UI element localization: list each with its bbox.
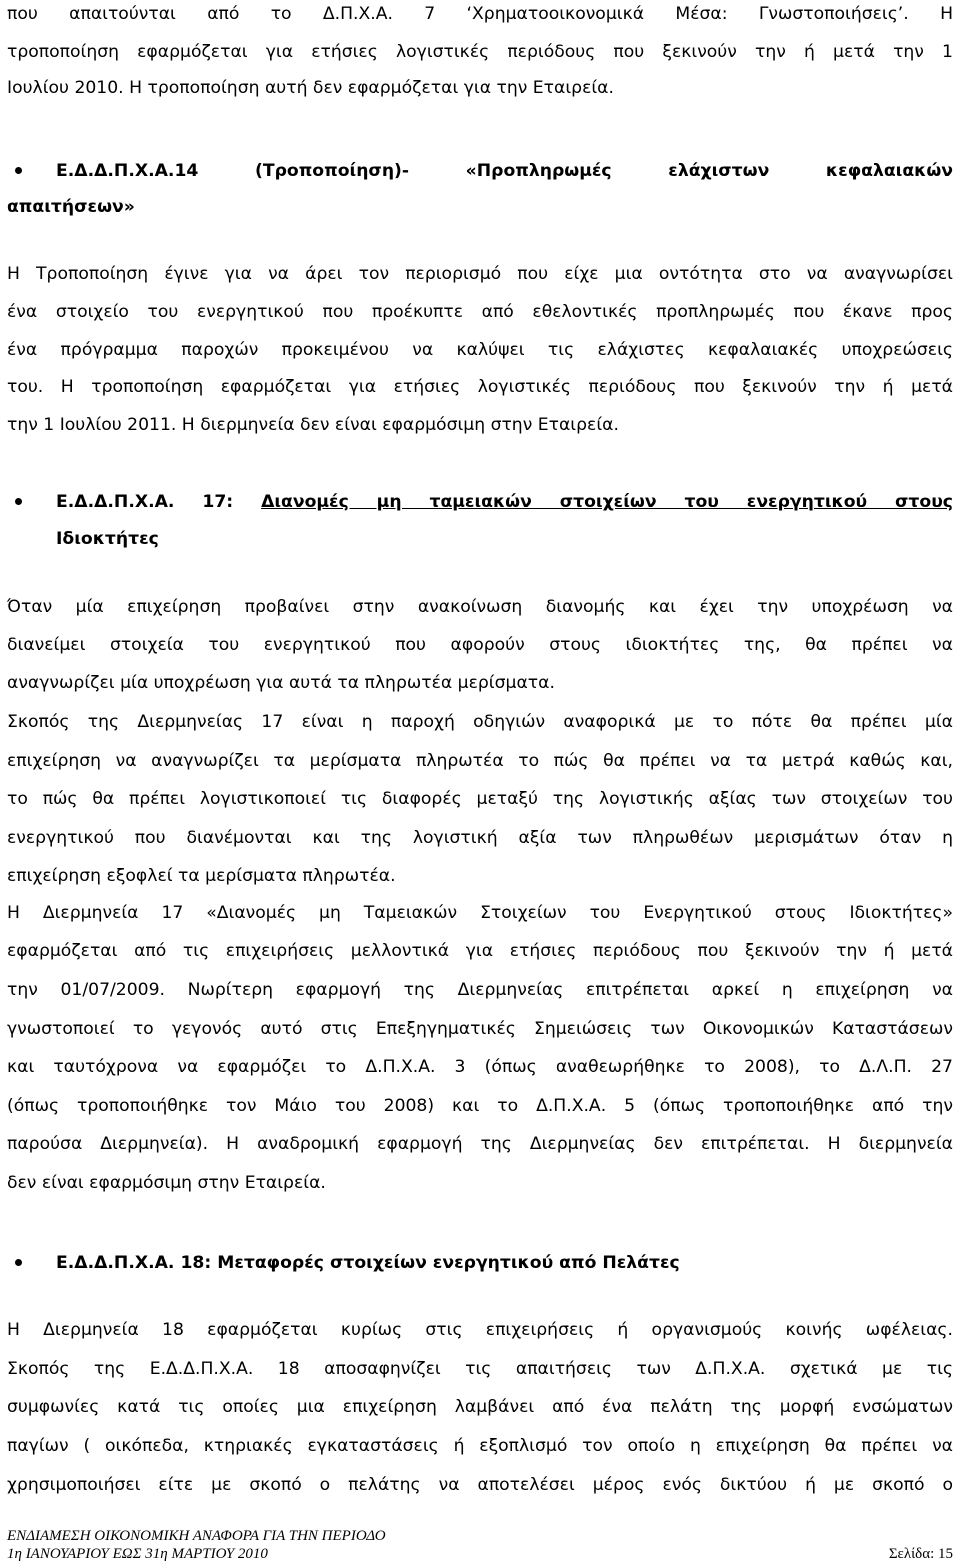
section2-line-8: επιχείρηση εξοφλεί τα μερίσματα πληρωτέα. xyxy=(7,866,396,886)
section2-line-15: παρούσα Διερμηνεία). Η αναδρομική εφαρμογή της Διερμηνείας δεν επιτρέπεται. Η διερμηνεία xyxy=(7,1134,953,1154)
section1-heading-cont: απαιτήσεων» xyxy=(7,197,135,217)
bullet-icon xyxy=(15,1259,22,1266)
section3-heading: Ε.Δ.Δ.Π.Χ.Α. 18: Μεταφορές στοιχείων ενεργητικού από Πελάτες xyxy=(56,1253,680,1273)
section2-line-4: Σκοπός της Διερμηνείας 17 είναι η παροχή οδηγιών αναφορικά με το πότε θα πρέπει μία xyxy=(7,712,953,732)
page-number: Σελίδα: 15 xyxy=(888,1546,953,1562)
section3-line-2: Σκοπός της Ε.Δ.Δ.Π.Χ.Α. 18 αποσαφηνίζει τις απαιτήσεις των Δ.Π.Χ.Α. σχετικά με τις xyxy=(7,1359,953,1379)
intro-line-2: τροποποίηση εφαρμόζεται για ετήσιες λογιστικές περιόδους που ξεκινούν την ή μετά την 1 xyxy=(7,42,953,62)
section2-line-5: επιχείρηση να αναγνωρίζει τα μερίσματα πληρωτέα το πώς θα πρέπει να τα μετρά καθώς και, xyxy=(7,751,953,771)
section2-heading-title: Διανομές μη ταμειακών στοιχείων του ενεργητικού στους xyxy=(261,492,953,512)
section2-line-13: και ταυτόχρονα να εφαρμόζει το Δ.Π.Χ.Α. 3 (όπως αναθεωρήθηκε το 2008), το Δ.Λ.Π. 27 xyxy=(7,1057,953,1077)
section2-line-10: εφαρμόζεται από τις επιχειρήσεις μελλοντικά για ετήσιες περιόδους που ξεκινούν την ή μετά xyxy=(7,941,953,961)
section2-line-14: (όπως τροποποιήθηκε τον Μάιο του 2008) και το Δ.Π.Χ.Α. 5 (όπως τροποποιήθηκε από την xyxy=(7,1096,953,1116)
section1-line-1: Η Τροποποίηση έγινε για να άρει τον περιορισμό που είχε μια οντότητα στο να αναγνωρίσει xyxy=(7,264,953,284)
section2-line-2: διανείμει στοιχεία του ενεργητικού που αφορούν στους ιδιοκτήτες της, θα πρέπει να xyxy=(7,635,953,655)
footer-title-line-1: ΕΝΔΙΑΜΕΣΗ ΟΙΚΟΝΟΜΙΚΗ ΑΝΑΦΟΡΑ ΓΙΑ ΤΗΝ ΠΕΡΙΟΔΟ xyxy=(7,1528,386,1544)
section1-line-5: την 1 Ιουλίου 2011. Η διερμηνεία δεν είναι εφαρμόσιμη στην Εταιρεία. xyxy=(7,415,619,435)
section2-heading xyxy=(56,489,953,515)
section2-line-11: την 01/07/2009. Νωρίτερη εφαρμογή της Διερμηνείας επιτρέπεται αρκεί η επιχείρηση να xyxy=(7,980,953,1000)
section2-line-12: γνωστοποιεί το γεγονός αυτό στις Επεξηγηματικές Σημειώσεις των Οικονομικών Καταστάσεων xyxy=(7,1019,953,1039)
section3-line-1: Η Διερμηνεία 18 εφαρμόζεται κυρίως στις επιχειρήσεις ή οργανισμούς κοινής ωφέλειας. xyxy=(7,1320,953,1340)
section2-line-6: το πώς θα πρέπει λογιστικοποιεί τις διαφορές μεταξύ της λογιστικής αξίας των στοιχείων του xyxy=(7,789,953,809)
section2-line-7: ενεργητικού που διανέμονται και της λογιστική αξία των πληρωθέων μερισμάτων όταν η xyxy=(7,828,953,848)
section2-line-3: αναγνωρίζει μία υποχρέωση για αυτά τα πληρωτέα μερίσματα. xyxy=(7,673,555,693)
section1-line-3: ένα πρόγραμμα παροχών προκειμένου να καλύψει τις ελάχιστες κεφαλαιακές υποχρεώσεις xyxy=(7,340,953,360)
bullet-icon xyxy=(15,167,22,174)
bullet-icon xyxy=(15,498,22,505)
section2-line-1: Όταν μία επιχείρηση προβαίνει στην ανακοίνωση διανομής και έχει την υποχρέωση να xyxy=(7,597,953,617)
intro-line-3: Ιουλίου 2010. Η τροποποίηση αυτή δεν εφαρμόζεται για την Εταιρεία. xyxy=(7,78,614,98)
section1-heading: Ε.Δ.Δ.Π.Χ.Α.14 (Τροποποίηση)- «Προπληρωμές ελάχιστων κεφαλαιακών xyxy=(56,161,953,181)
section3-line-3: συμφωνίες κατά τις οποίες μια επιχείρηση λαμβάνει από ένα πελάτη της μορφή ενσώματων xyxy=(7,1397,953,1417)
footer-title-line-2: 1η ΙΑΝΟΥΑΡΙΟΥ ΕΩΣ 31η ΜΑΡΤΙΟΥ 2010 xyxy=(7,1546,268,1562)
section2-heading-prefix: Ε.Δ.Δ.Π.Χ.Α. 17: xyxy=(56,492,262,512)
section1-line-4: του. Η τροποποίηση εφαρμόζεται για ετήσιες λογιστικές περιόδους που ξεκινούν την ή μετά xyxy=(7,377,953,397)
section2-line-16: δεν είναι εφαρμόσιμη στην Εταιρεία. xyxy=(7,1173,326,1193)
section2-line-9: Η Διερμηνεία 17 «Διανομές μη Ταμειακών Στοιχείων του Ενεργητικού στους Ιδιοκτήτες» xyxy=(7,903,953,923)
section1-line-2: ένα στοιχείο του ενεργητικού που προέκυπτε από εθελοντικές προπληρωμές που έκανε προς xyxy=(7,302,953,322)
section2-heading-cont: Ιδιοκτήτες xyxy=(56,529,159,549)
section3-line-5: χρησιμοποιήσει είτε με σκοπό ο πελάτης να αποτελέσει μέρος ενός δικτύου ή με σκοπό ο xyxy=(7,1475,953,1495)
intro-line-1: που απαιτούνται από το Δ.Π.Χ.Α. 7 ‘Χρηματοοικονομικά Μέσα: Γνωστοποιήσεις’. Η xyxy=(7,4,953,24)
section3-line-4: παγίων ( οικόπεδα, κτηριακές εγκαταστάσεις ή εξοπλισμό τον οποίο η επιχείρηση θα πρέπει να xyxy=(7,1436,953,1456)
